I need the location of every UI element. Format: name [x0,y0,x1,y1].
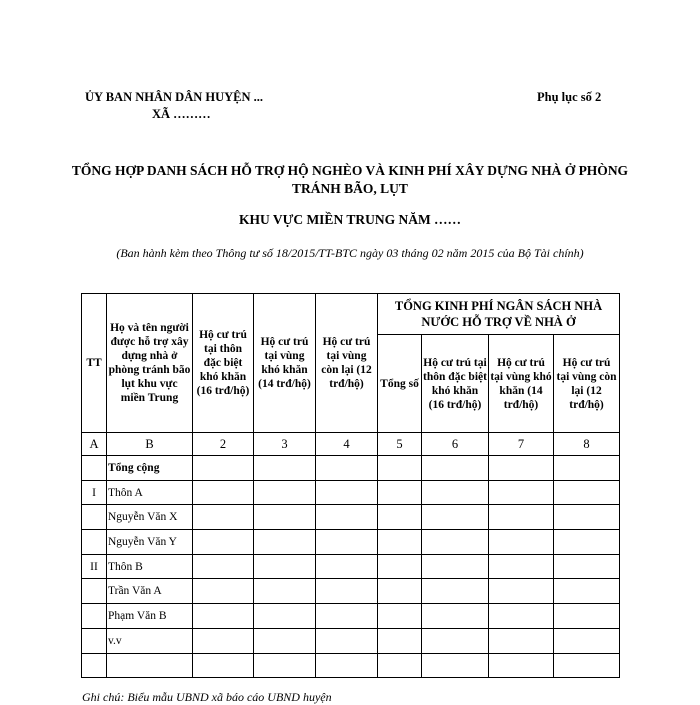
row-tt-cell [82,653,107,678]
row-value-cell [378,456,422,481]
table-row [82,530,620,555]
row-value-cell [316,653,378,678]
row-value-cell [554,653,620,678]
row-value-cell [193,579,254,604]
row-value-cell [554,628,620,653]
row-value-cell [254,530,316,555]
row-value-cell [422,554,489,579]
row-value-cell [489,628,554,653]
row-value-cell [254,579,316,604]
row-name-cell: Tổng cộng [107,456,193,481]
row-value-cell [489,480,554,505]
row-value-cell [254,604,316,629]
row-value-cell [554,530,620,555]
column-number-row [82,433,620,456]
row-name-cell: Trần Văn A [107,579,193,604]
column-number-cell: A [82,433,107,456]
row-name-cell: Thôn B [107,554,193,579]
row-value-cell [422,480,489,505]
commune-name: XÃ ……… [152,107,211,121]
row-value-cell [422,505,489,530]
row-value-cell [254,653,316,678]
row-value-cell [422,456,489,481]
row-value-cell [378,530,422,555]
appendix-number: Phụ lục số 2 [537,90,602,104]
header-col2: Hộ cư trú tại thôn đặc biệt khó khăn (16 trđ/hộ) [193,294,254,433]
column-number-cell: 3 [254,433,316,456]
row-value-cell [193,530,254,555]
row-value-cell [554,604,620,629]
row-value-cell [378,653,422,678]
footer-note: Ghi chú: Biểu mẫu UBND xã báo cáo UBND huyện [82,690,332,704]
row-name-cell: v.v [107,628,193,653]
row-value-cell [422,628,489,653]
row-value-cell [378,505,422,530]
table-row [82,653,620,678]
row-tt-cell [82,530,107,555]
table-row [82,604,620,629]
row-value-cell [554,579,620,604]
row-value-cell [193,653,254,678]
document-subtitle: KHU VỰC MIỀN TRUNG NĂM …… [238,212,462,227]
header-col4: Hộ cư trú tại vùng còn lại (12 trđ/hộ) [316,294,378,433]
column-number-cell: 6 [422,433,489,456]
row-value-cell [254,505,316,530]
column-number-cell: 5 [378,433,422,456]
row-value-cell [378,554,422,579]
header-col6: Hộ cư trú tại thôn đặc biệt khó khăn (16 trđ/hộ) [422,335,489,433]
row-value-cell [422,530,489,555]
row-value-cell [193,554,254,579]
row-name-cell: Nguyễn Văn X [107,505,193,530]
row-value-cell [316,480,378,505]
row-value-cell [554,456,620,481]
column-number-cell: 8 [554,433,620,456]
row-value-cell [489,653,554,678]
row-value-cell [316,579,378,604]
row-tt-cell [82,628,107,653]
issuance-note: (Ban hành kèm theo Thông tư số 18/2015/TT-BTC ngày 03 tháng 02 năm 2015 của Bộ Tài chính) [116,246,584,260]
row-value-cell [316,628,378,653]
row-value-cell [254,554,316,579]
header-col5: Tổng số [378,335,422,433]
support-table [81,293,620,678]
column-number-cell: 2 [193,433,254,456]
row-value-cell [316,604,378,629]
row-value-cell [254,480,316,505]
row-value-cell [254,628,316,653]
header-col8: Hộ cư trú tại vùng còn lại (12 trđ/hộ) [554,335,620,433]
row-value-cell [489,554,554,579]
row-value-cell [193,480,254,505]
row-value-cell [554,505,620,530]
row-value-cell [422,653,489,678]
row-tt-cell: I [82,480,107,505]
header-col7: Hộ cư trú tại vùng khó khăn (14 trđ/hộ) [489,335,554,433]
row-value-cell [554,554,620,579]
row-tt-cell [82,456,107,481]
row-value-cell [193,456,254,481]
row-value-cell [193,604,254,629]
row-name-cell: Thôn A [107,480,193,505]
header-name: Họ và tên người được hỗ trợ xây dựng nhà ở phòng tránh bão lụt khu vực miền Trung [107,294,193,433]
row-value-cell [378,628,422,653]
table-row [82,579,620,604]
column-number-cell: 4 [316,433,378,456]
row-value-cell [193,505,254,530]
row-value-cell [489,456,554,481]
row-tt-cell [82,505,107,530]
row-value-cell [489,604,554,629]
table-row [82,505,620,530]
row-tt-cell: II [82,554,107,579]
header-col3: Hộ cư trú tại vùng khó khăn (14 trđ/hộ) [254,294,316,433]
header-budget-group: TỔNG KINH PHÍ NGÂN SÁCH NHÀ NƯỚC HỖ TRỢ VỀ NHÀ Ở [378,294,620,335]
issuing-agency: ỦY BAN NHÂN DÂN HUYỆN ... [85,90,264,104]
row-tt-cell [82,579,107,604]
row-value-cell [489,505,554,530]
row-name-cell: Nguyễn Văn Y [107,530,193,555]
table-row [82,456,620,481]
table-row [82,628,620,653]
row-name-cell: Phạm Văn B [107,604,193,629]
row-value-cell [489,579,554,604]
row-value-cell [378,604,422,629]
row-name-cell [107,653,193,678]
column-number-cell: B [107,433,193,456]
header-tt: TT [82,294,107,433]
document-title: TỔNG HỢP DANH SÁCH HỖ TRỢ HỘ NGHÈO VÀ KINH PHÍ XÂY DỰNG NHÀ Ở PHÒNG TRÁNH BÃO, LỤT [71,163,629,196]
table-row [82,480,620,505]
row-value-cell [422,579,489,604]
row-value-cell [316,505,378,530]
row-value-cell [422,604,489,629]
column-number-cell: 7 [489,433,554,456]
row-value-cell [316,530,378,555]
table-row [82,554,620,579]
row-value-cell [378,480,422,505]
row-value-cell [378,579,422,604]
row-value-cell [316,456,378,481]
row-value-cell [489,530,554,555]
row-value-cell [316,554,378,579]
row-value-cell [254,456,316,481]
row-value-cell [554,480,620,505]
row-tt-cell [82,604,107,629]
row-value-cell [193,628,254,653]
